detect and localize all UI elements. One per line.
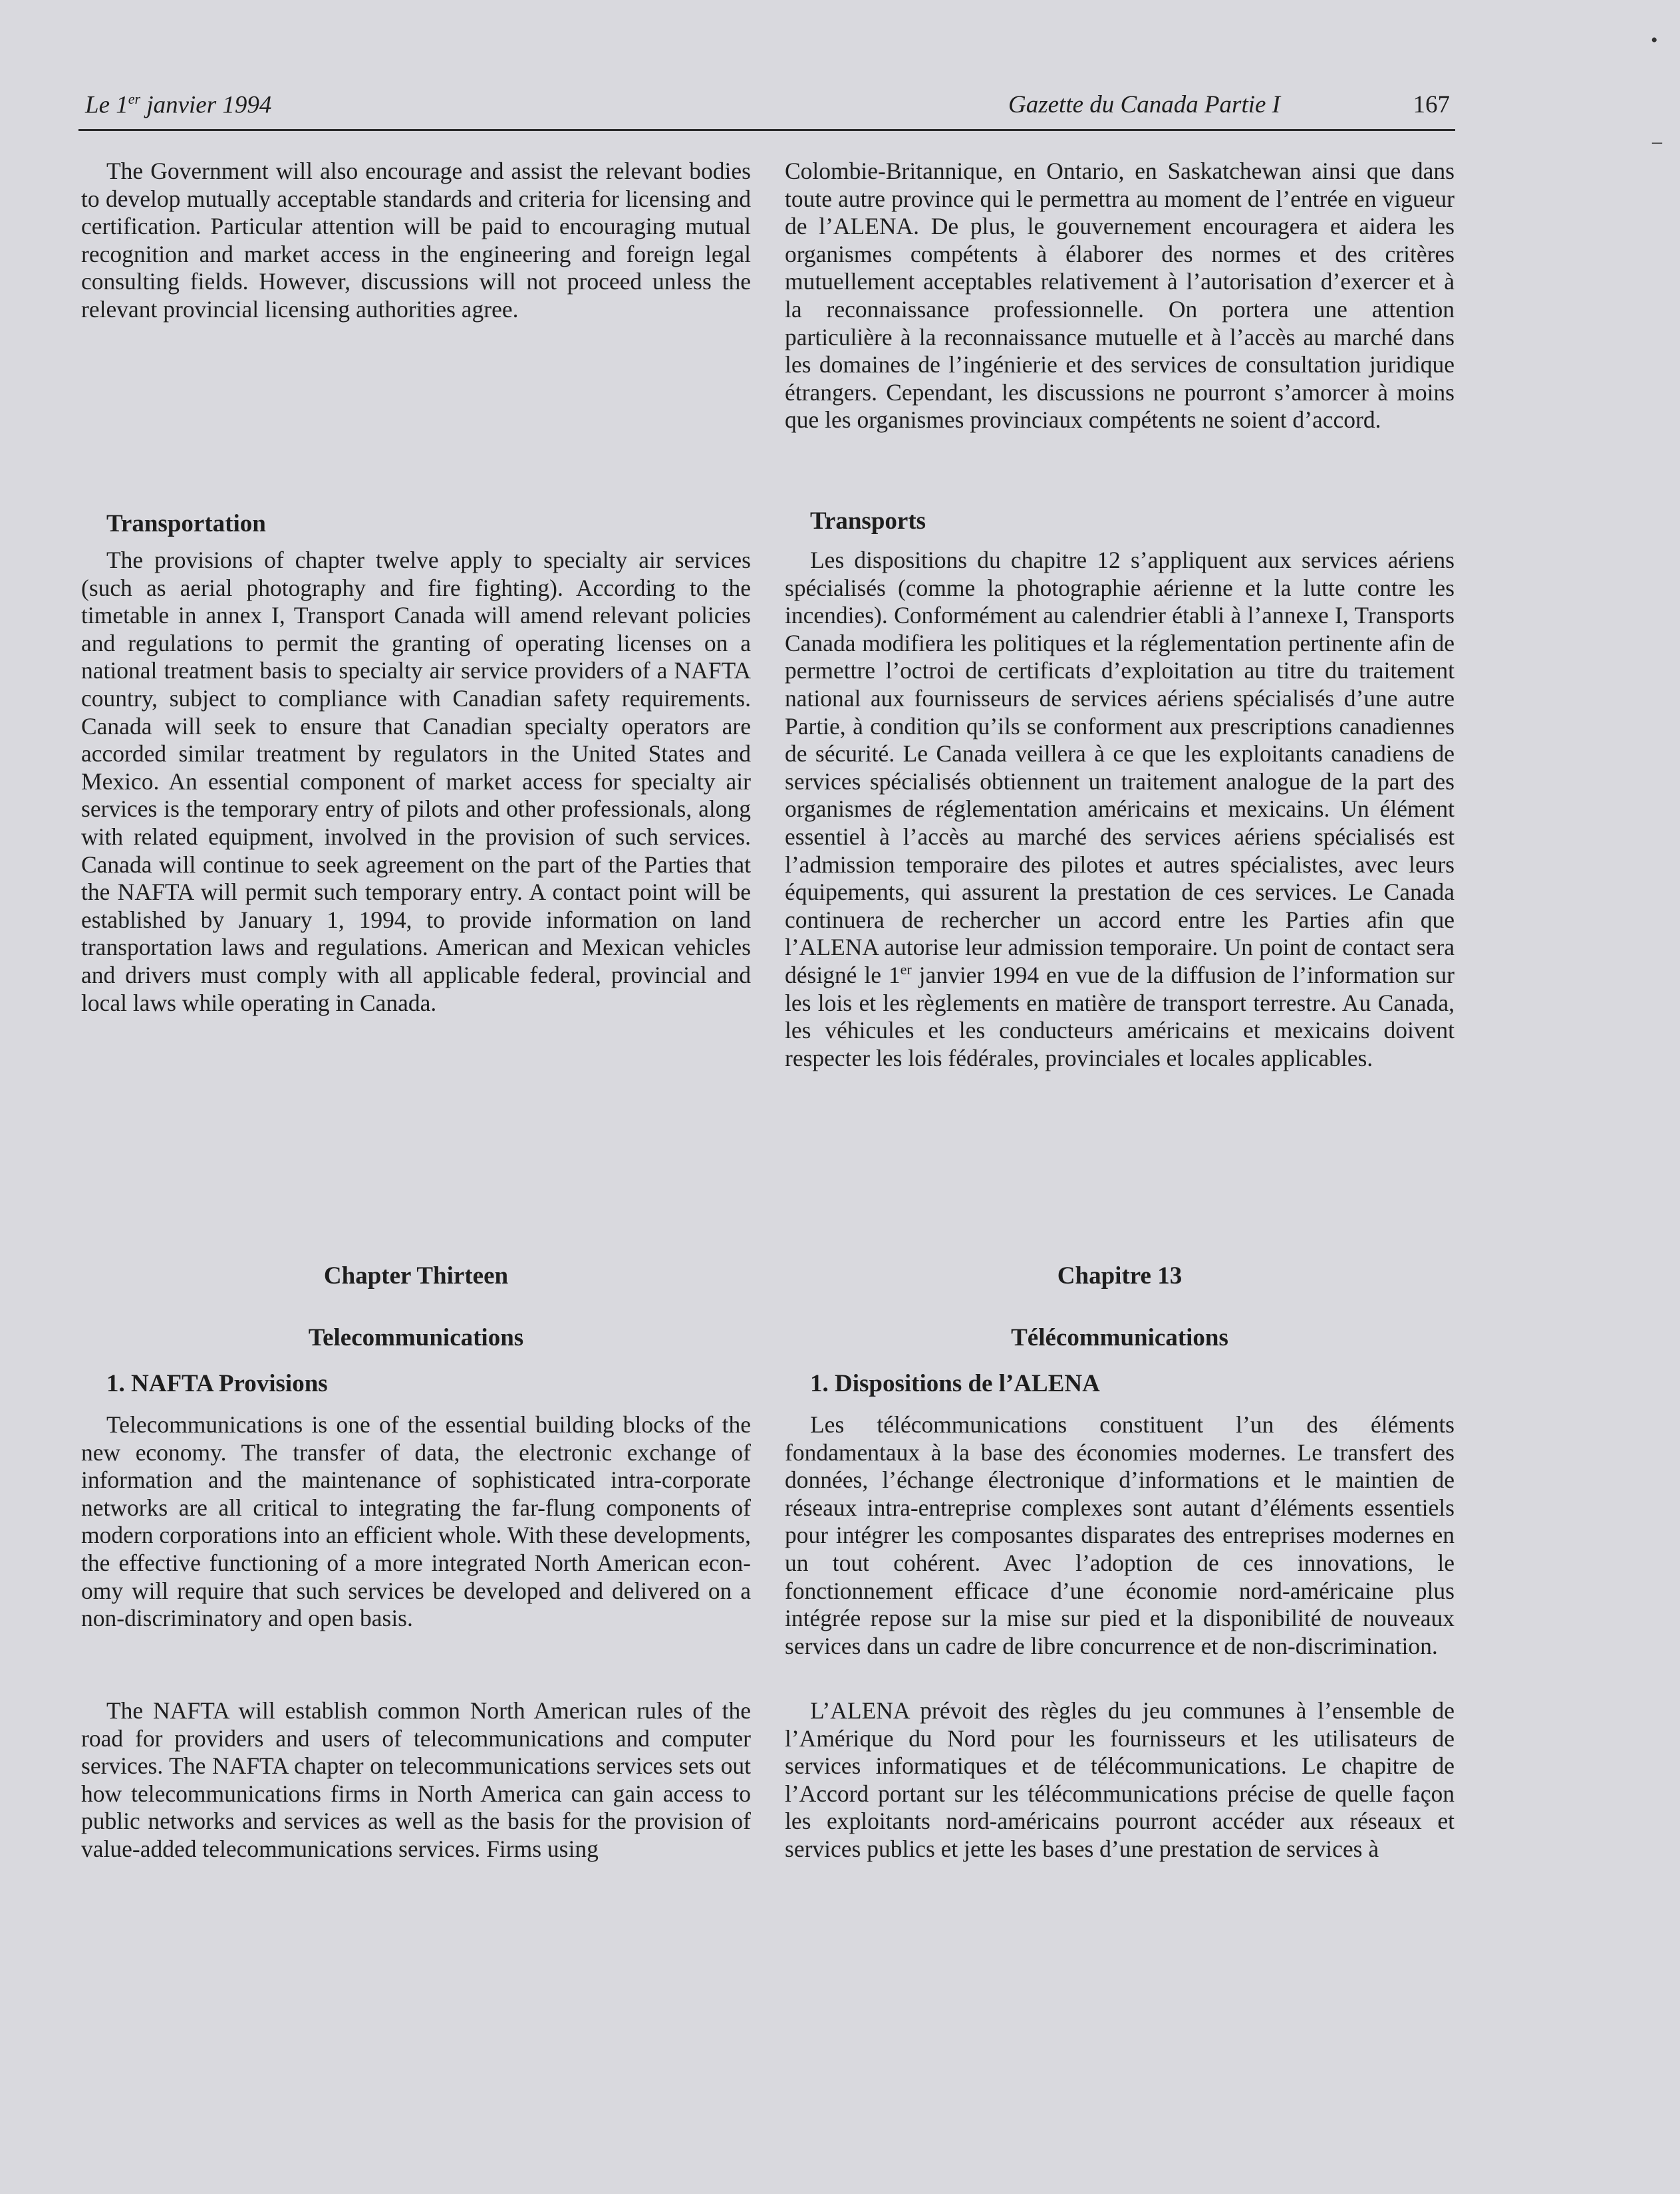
english-transportation-paragraph xyxy=(81,547,751,1017)
english-telecom-paragraph-2 xyxy=(81,1697,751,1863)
french-telecom-text-1: Les télécommunications constituent l’un des éléments fondamentaux à la base des économies modernes. Le transfert des données, l’échange électronique d’informations et le maintien de réseaux intra-entreprise complexes sont autant d’éléments essentiels pour intégrer les composantes disparates des entreprises modernes en un tout cohérent. Avec l’adoption de ces innovations, le fonctionnement efficace d’une économie nord-américaine plus intégrée repose sur la mise sur pied et la disponibilité de nouveaux services dans un cadre de libre concurrence et de non-discrimination. xyxy=(785,1411,1455,1659)
french-transportation-text xyxy=(785,547,1455,1072)
french-telecom-text-2: L’ALENA prévoit des règles du jeu communes à l’ensemble de l’Amérique du Nord pour les fournisseurs et les utilisateurs de services informatiques et de télécommunications. Le chapitre de l’Accord portant sur les télécommunications précise de quelle façon les exploitants nord-américains pourront accéder aux réseaux et services publics et jette les bases d’une prestation de services à xyxy=(785,1697,1455,1862)
french-telecom-paragraph-2 xyxy=(785,1697,1455,1863)
header-date-sup: er xyxy=(128,90,141,107)
english-licensing-text: The Government will also encourage and assist the relevant bodies to develop mutually acceptable standards and criteria for licensing and certification. Particular attention will be paid to encouraging mutual recognition and market access in the engineering and foreign legal consulting fields. However, discussions will not proceed unless the relevant provincial licensing authorities agree. xyxy=(81,158,751,323)
english-transportation-text: The provisions of chapter twelve apply to specialty air services (such as aerial photography and fire fighting). According to the timetable in annex I, Transport Canada will amend relevant policies and regulations to permit the granting of operating licenses on a national treatment basis to specialty air service providers of a NAFTA country, subject to compliance with Canadian safety requirements. Canada will seek to ensure that Canadian specialty operators are accorded similar treatment by regulators in the United States and Mexico. An essential component of market access for specialty air services is the temporary entry of pilots and other professionals, along with related equipment, involved in the provision of such services. Canada will continue to seek agreement on the part of the Parties that the NAFTA will permit such temporary entry. A contact point will be established by January 1, 1994, to provide information on land transportation laws and regulations. American and Mexican vehicles and drivers must comply with all applicable federal, provincial and local laws while operating in Canada. xyxy=(81,547,751,1016)
margin-mark-top: • xyxy=(1651,29,1658,51)
french-chapter-heading: Chapitre 13 xyxy=(1057,1262,1183,1290)
french-transportation-sup: er xyxy=(900,961,912,978)
french-licensing-text: Colombie-Britannique, en Ontario, en Saskatchewan ainsi que dans toute autre province qui le permettra au moment de l’entrée en vigueur de l’ALENA. De plus, le gouvernement encouragera et aidera les organismes compétents à élaborer des normes et des critères mutuellement acceptables relativement à l’autorisation d’exercer et à la reconnaissance professionnelle. On portera une attention particulière à la reconnaissance mutuelle et à l’accès au marché dans les domaines de l’ingénierie et des services de consultation juridique étrangers. Cependant, les discussions ne pourront s’amorcer à moins que les organismes provinciaux compétents ne soient d’accord. xyxy=(785,158,1455,434)
french-transportation-heading: Transports xyxy=(810,507,926,535)
french-transportation-text-a: Les dispositions du chapitre 12 s’appliquent aux services aériens spécialisés (comme la photographie aérienne et la lutte contre les incendies). Conformément au calendrier établi à l’annexe I, Transports Canada modifiera les politiques et la réglementation pertinente afin de permettre l’octroi de certificats d’exploitation au titre du traitement national aux fournisseurs de services aériens spécialisés d’une autre Partie, à condition qu’ils se conforment aux prescriptions canadiennes de sécurité. Le Canada veillera à ce que les exploitants canadiens de services spécialisés obtiennent un traitement analogue de la part des organismes de réglementation américains et mexicains. Un élément essentiel à l’accès au marché des services aériens spécialisés est l’admission temporaire des pilotes et autres spécialistes, avec leurs équipements, qui assurent la prestation de ces services. Le Canada continuera de rechercher un accord entre les Parties afin que l’ALENA autorise leur admission temporaire. Un point de contact sera désigné le 1 xyxy=(785,547,1455,988)
english-telecom-text-1: Telecommunications is one of the essential building blocks of the new economy. The transfer of data, the electronic exchange of information and the maintenance of sophisticated intra-corporate networks are all critical to integrating the far-flung components of modern corporations into an efficient whole. With these developments, the effective functioning of a more integrated North American economy will require that such services be developed and delivered on a non-discriminatory and open basis. xyxy=(81,1411,751,1632)
english-telecom-text-2: The NAFTA will establish common North American rules of the road for providers and users of telecommunications and computer services. The NAFTA chapter on telecommunications services sets out how telecommunications firms in North America can gain access to public networks and services as well as the basis for the provision of value-added telecommunications services. Firms using xyxy=(81,1697,751,1862)
french-transportation-text-b: janvier 1994 en vue de la diffusion de l’information sur les lois et les règlements en matière de transport terrestre. Au Canada, les véhicules et les conducteurs américains et mexicains doivent respecter les lois fédérales, provinciales et locales applicables. xyxy=(785,961,1455,1071)
english-telecom-heading: Telecommunications xyxy=(308,1324,524,1351)
header-date xyxy=(85,90,271,119)
header-date-rest: janvier 1994 xyxy=(140,91,272,119)
english-telecom-paragraph-1 xyxy=(81,1411,751,1633)
french-transportation-paragraph xyxy=(785,547,1455,1072)
french-telecom-paragraph-1 xyxy=(785,1411,1455,1660)
french-provisions-heading: 1. Dispositions de l’ALENA xyxy=(810,1370,1100,1397)
english-chapter-heading: Chapter Thirteen xyxy=(323,1262,509,1290)
english-licensing-paragraph xyxy=(81,158,751,324)
header-date-day: Le 1 xyxy=(85,91,128,119)
header-page-number: 167 xyxy=(1413,91,1450,118)
english-provisions-heading: 1. NAFTA Provisions xyxy=(106,1370,328,1397)
header-publication: Gazette du Canada Partie I xyxy=(1008,91,1281,118)
english-transportation-heading: Transportation xyxy=(106,510,266,537)
margin-mark-right: – xyxy=(1652,130,1662,152)
french-licensing-paragraph xyxy=(785,158,1455,434)
french-telecom-heading: Télécommunications xyxy=(1011,1324,1228,1351)
running-header xyxy=(78,86,1455,131)
